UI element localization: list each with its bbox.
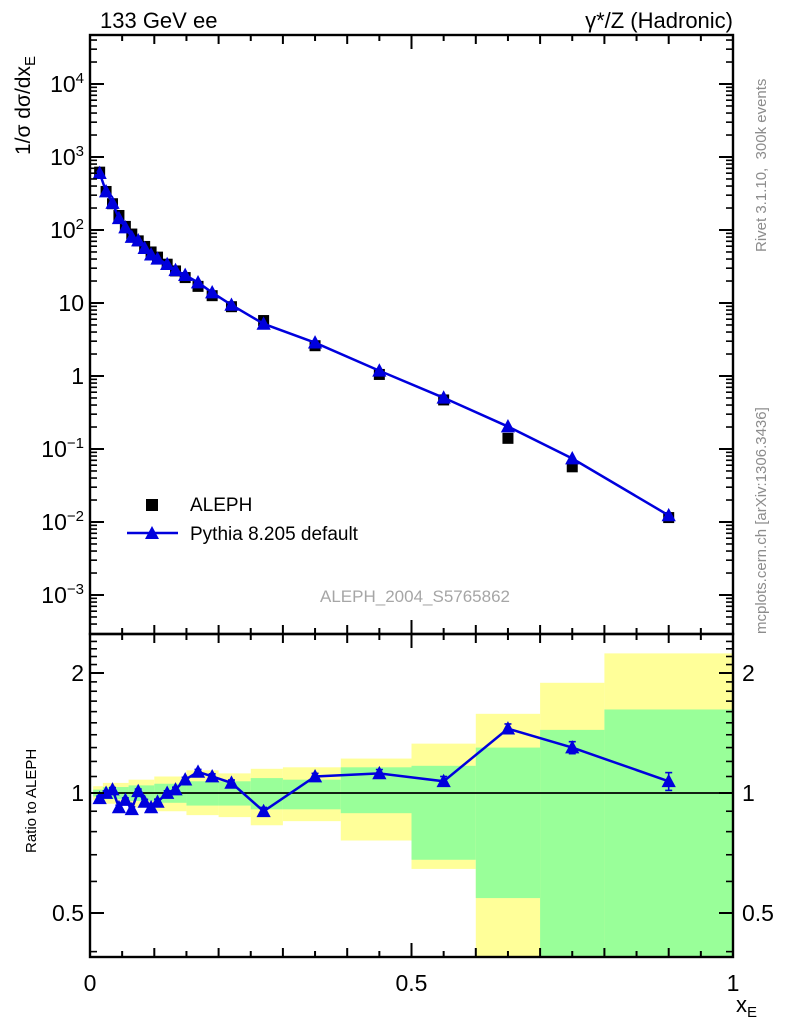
svg-text:0.5: 0.5 [395, 970, 428, 996]
legend [127, 495, 359, 545]
main-y-axis-label: 1/σ $d\sigma/dx_E$ [12, 56, 39, 155]
watermark-analysis-id: ALEPH_2004_S5765862 [320, 587, 510, 606]
aleph-data-point [502, 433, 513, 444]
mcplots-arxiv-credit: mcplots.cern.ch [arXiv:1306.3436] [753, 407, 770, 634]
rivet-version-credit: Rivet 3.1.10, 300k events [753, 78, 770, 252]
svg-text:10−3: $10^{-3}$ [41, 581, 84, 608]
svg-text:2: 2 [742, 660, 755, 686]
svg-text:104: $10^4$ [50, 70, 84, 97]
title-left: 133 GeV ee [100, 8, 218, 33]
legend-aleph-label: ALEPH [190, 495, 253, 516]
svg-text:0.5: 0.5 [742, 900, 774, 926]
ratio-band-step [604, 709, 733, 958]
x-axis-label: $x_E$ [735, 992, 757, 1021]
svg-text:1: 1 [726, 970, 740, 996]
title-right: γ*/Z (Hadronic) [585, 8, 733, 33]
svg-text:10−2: $10^{-2}$ [41, 508, 84, 535]
svg-text:0: 0 [83, 970, 97, 996]
legend-aleph-marker [146, 499, 158, 511]
ratio-band-step [283, 780, 341, 810]
svg-text:0.5: 0.5 [52, 900, 84, 926]
svg-text:1: 1 [71, 780, 84, 806]
main-panel-series [93, 166, 676, 523]
svg-text:1: 1 [71, 363, 84, 389]
svg-text:10: 10 [58, 290, 84, 316]
svg-text:1: 1 [742, 780, 755, 806]
ratio-band-step [540, 730, 604, 958]
ratio-y-axis-label: Ratio to ALEPH [23, 748, 40, 853]
ratio-band-step [476, 748, 540, 899]
svg-text:2: 2 [71, 660, 84, 686]
main-panel-frame [90, 35, 733, 634]
svg-text:102: $10^2$ [50, 216, 84, 243]
svg-text:103: $10^3$ [50, 143, 84, 170]
ratio-uncertainty-bands [93, 653, 733, 958]
legend-pythia-label: Pythia 8.205 default [190, 524, 358, 545]
svg-text:10−1: $10^{-1}$ [41, 435, 84, 462]
pythia-line [100, 173, 669, 515]
